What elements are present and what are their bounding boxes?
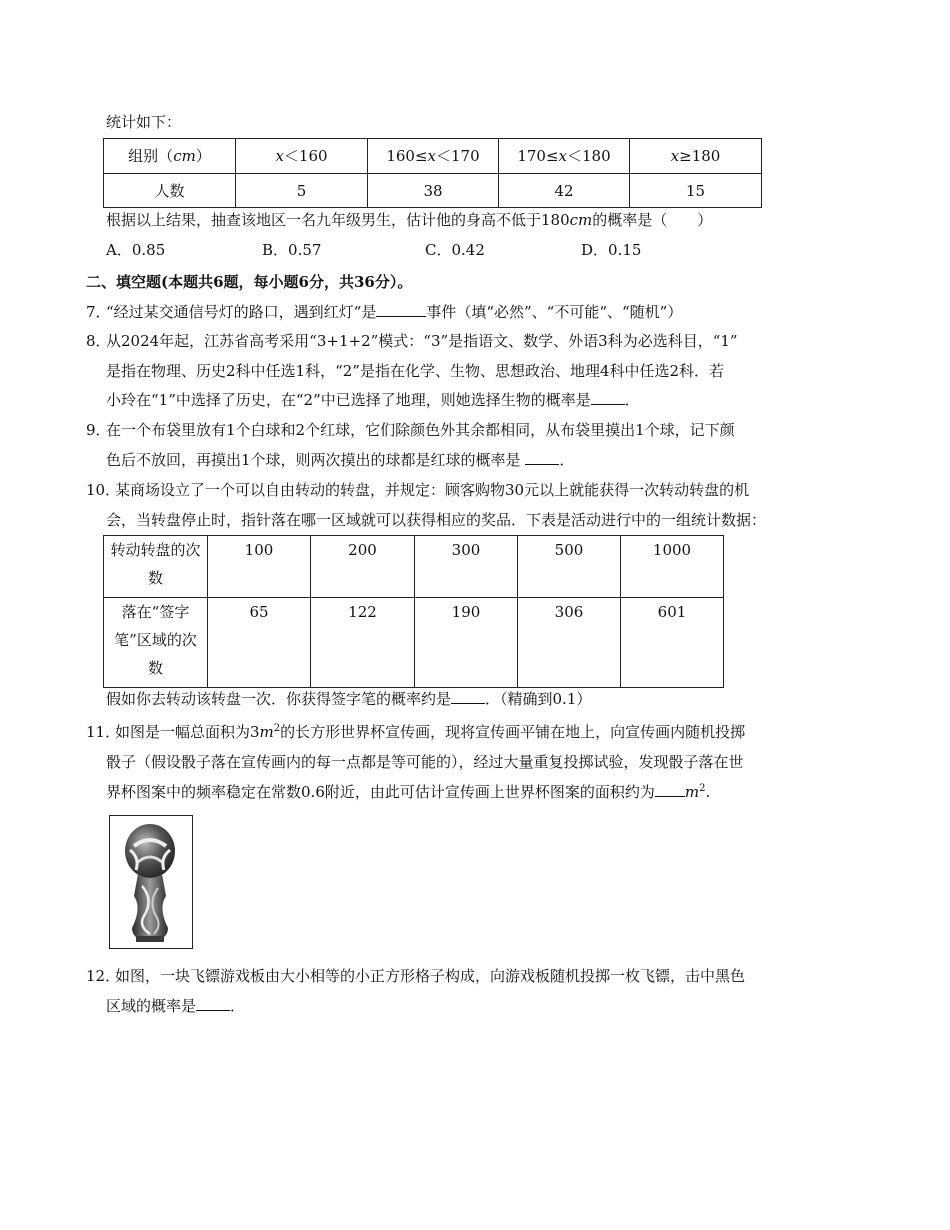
q6-option-d: D．0.15 — [581, 241, 642, 259]
row-label-part: 数 — [147, 659, 163, 677]
q11-line-1 — [115, 722, 745, 742]
q6-option-c: C．0.42 — [425, 241, 485, 259]
spinner-table-cell: 100 — [208, 536, 311, 598]
q8-line-2: 是指在物理、历史2科中任选1科，“2”是指在化学、生物、思想政治、地理4科中任选2科．若 — [106, 362, 725, 380]
spinner-table-cell: 190 — [415, 598, 518, 688]
section-title: 二、填空题(本题共6题，每小题6分，共36分）。 — [86, 273, 413, 291]
q6-question: 根据以上结果，抽查该地区一名九年级男生，估计他的身高不低于180cm的概率是（ ） — [106, 211, 713, 229]
answer-blank — [196, 996, 230, 1011]
question-number: 12． — [86, 967, 121, 985]
q7-text — [106, 302, 682, 322]
q9-line-2 — [106, 450, 574, 470]
spinner-table-cell: 601 — [621, 598, 724, 688]
height-table-header: x≥180 — [630, 139, 762, 174]
height-table — [103, 138, 762, 208]
q12-line-2 — [106, 996, 245, 1016]
q11-line-3-text: 界杯图案中的频率稳定在常数0.6附近，由此可估计宣传画上世界杯图案的面积约为 — [106, 783, 655, 801]
height-table-header-row — [104, 139, 762, 174]
q12-line-2-end: ． — [230, 997, 246, 1015]
answer-blank — [451, 689, 485, 704]
q7-text-b: 事件（填“必然”、“不可能“、“随机”） — [426, 303, 683, 321]
height-table-cell: 38 — [368, 174, 499, 208]
q10-after — [106, 689, 591, 709]
height-table-header: 160≤x＜170 — [368, 139, 499, 174]
spinner-table-cell: 300 — [415, 536, 518, 598]
superscript: 2 — [699, 783, 706, 794]
q10-line-1: 某商场设立了一个可以自由转动的转盘，并规定：顾客购物30元以上就能获得一次转动转盘的机 — [115, 481, 750, 499]
spinner-table — [103, 535, 724, 688]
q9-line-2-end: ． — [559, 451, 575, 469]
row-label-part: 落在“签字 — [121, 603, 190, 621]
question-number: 8． — [86, 332, 111, 350]
q7-text-a: “经过某交通信号灯的路口，遇到红灯“是 — [106, 303, 377, 321]
q11-line-3-end: . — [705, 783, 711, 801]
q8-line-3-text: 小玲在“1”中选择了历史，在“2”中已选择了地理，则她选择生物的概率是 — [106, 391, 591, 409]
q10-after-end: ．（精确到0.1） — [485, 690, 592, 708]
q8-line-1: 从2024年起，江苏省高考采用“3+1+2”模式：“3”是指语文、数学、外语3科为必选科目，“1” — [106, 332, 738, 350]
spinner-table-row-label — [104, 598, 208, 688]
unit: m — [259, 723, 274, 741]
height-table-data-row — [104, 174, 762, 208]
answer-blank — [591, 390, 625, 405]
q8-line-3-end: ． — [624, 391, 640, 409]
spinner-table-cell: 122 — [311, 598, 415, 688]
height-table-header: 组别（cm） — [104, 139, 236, 174]
q9-line-1: 在一个布袋里放有1个白球和2个红球，它们除颜色外其余都相同，从布袋里摸出1个球，记下颜 — [106, 421, 735, 439]
height-table-cell: 5 — [236, 174, 368, 208]
q10-after-text: 假如你去转动该转盘一次．你获得签字笔的概率约是 — [106, 690, 452, 708]
q6-intro: 统计如下： — [106, 113, 182, 131]
spinner-table-row-label — [104, 536, 208, 598]
world-cup-trophy-icon — [110, 816, 191, 947]
q6-option-b: B．0.57 — [262, 241, 322, 259]
world-cup-figure — [109, 815, 193, 949]
q6-option-a: A．0.85 — [106, 241, 166, 259]
q11-line-2: 骰子（假设骰子落在宣传画内的每一点都是等可能的），经过大量重复投掷试验，发现骰子落在世 — [106, 753, 744, 771]
answer-blank — [655, 782, 685, 797]
q9-line-2-text: 色后不放回，再摸出1个球，则两次摸出的球都是红球的概率是 — [106, 451, 526, 469]
row-label-part: 转动转盘的次 — [110, 541, 201, 559]
q10-line-2: 会，当转盘停止时，指针落在哪一区域就可以获得相应的奖品．下表是活动进行中的一组统计数据： — [106, 511, 767, 529]
question-number: 11． — [86, 723, 121, 741]
q11-line-1-text: 如图是一幅总面积为3 — [115, 723, 260, 741]
spinner-table-cell: 306 — [518, 598, 621, 688]
answer-blank — [525, 450, 559, 465]
answer-blank — [376, 302, 426, 317]
question-number: 7． — [86, 303, 111, 321]
spinner-table-row-spins — [104, 536, 724, 598]
q11-line-3 — [106, 782, 710, 802]
height-table-header: 170≤x＜180 — [499, 139, 630, 174]
spinner-table-cell: 1000 — [621, 536, 724, 598]
question-number: 9． — [86, 421, 111, 439]
superscript: 2 — [273, 723, 281, 734]
q12-line-2-text: 区域的概率是 — [106, 997, 197, 1015]
q12-line-1: 如图，一块飞镖游戏板由大小相等的小正方形格子构成，向游戏板随机投掷一枚飞镖，击中黑色 — [115, 967, 746, 985]
height-table-header: x＜160 — [236, 139, 368, 174]
height-table-row-label: 人数 — [104, 174, 236, 208]
q11-line-1-rest: 的长方形世界杯宣传画，现将宣传画平铺在地上，向宣传画内随机投掷 — [280, 723, 746, 741]
question-number: 10． — [86, 481, 121, 499]
height-table-cell: 42 — [499, 174, 630, 208]
spinner-table-cell: 65 — [208, 598, 311, 688]
spinner-table-cell: 500 — [518, 536, 621, 598]
unit: m — [684, 783, 700, 801]
spinner-table-cell: 200 — [311, 536, 415, 598]
spinner-table-row-pen — [104, 598, 724, 688]
height-table-cell: 15 — [630, 174, 762, 208]
row-label-part: 笔”区域的次 — [114, 631, 197, 649]
q8-line-3 — [106, 390, 640, 410]
row-label-part: 数 — [147, 569, 163, 587]
